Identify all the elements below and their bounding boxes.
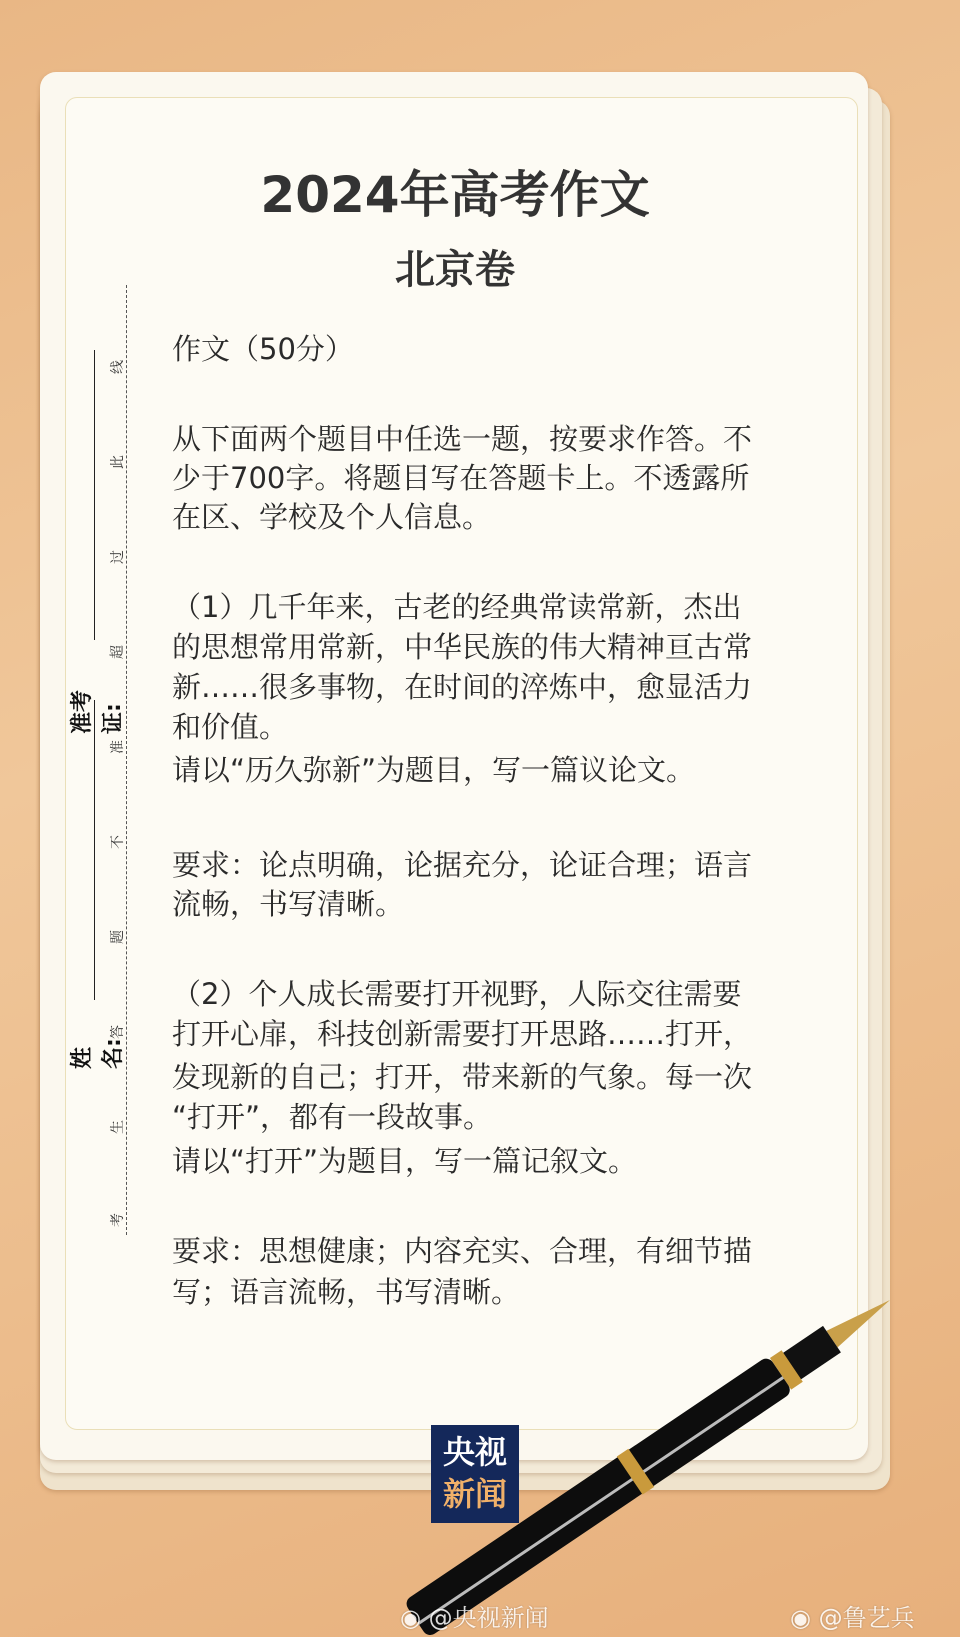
essay-line: （2）个人成长需要打开视野，人际交往需要 [172,977,742,1011]
logo-line1: 央视 [442,1433,507,1471]
pen-nib [826,1292,895,1348]
essay-line: “打开”，都有一段故事。 [172,1100,493,1134]
cctv-news-logo [431,1425,519,1523]
seal-char: 答 [110,1025,126,1039]
seal-char: 此 [110,455,126,469]
essay-line: 流畅，书写清晰。 [172,887,405,921]
essay-line: 作文（50分） [172,332,354,366]
page-title: 2024年高考作文 [260,166,650,224]
essay-line: 和价值。 [172,710,289,744]
essay-line: 从下面两个题目中任选一题，按要求作答。不 [172,422,753,456]
seal-char: 不 [110,835,126,849]
essay-line: 少于700字。将题目写在答题卡上。不透露所 [172,461,750,495]
essay-line: 请以“历久弥新”为题目，写一篇议论文。 [172,753,696,787]
seal-char: 过 [110,550,126,564]
seal-char: 准 [110,740,126,754]
watermark-cctv [400,1598,549,1633]
essay-line: 要求：思想健康；内容充实、合理，有细节描 [172,1234,753,1268]
essay-line: 请以“打开”为题目，写一篇记叙文。 [172,1144,638,1178]
exam-id-label: 准考证: [70,689,126,734]
weibo-icon: ◉ [400,1604,429,1632]
essay-line: 要求：论点明确，论据充分，论证合理；语言 [172,848,753,882]
page-subtitle: 北京卷 [395,247,515,293]
essay-line: 写；语言流畅，书写清晰。 [172,1275,521,1309]
seal-char: 线 [110,360,126,374]
watermark-text: @鲁艺兵 [818,1604,915,1632]
logo-line2: 新闻 [442,1475,507,1513]
name-label: 姓名: [70,1038,126,1069]
watermark-author [790,1598,915,1633]
seal-char: 超 [110,645,126,659]
watermark-text: @央视新闻 [428,1604,549,1632]
essay-line: 打开心扉，科技创新需要打开思路……打开， [172,1017,753,1051]
seal-char: 题 [110,930,126,944]
essay-line: 在区、学校及个人信息。 [172,500,492,534]
essay-line: 新……很多事物，在时间的淬炼中，愈显活力 [172,670,753,704]
essay-line: 发现新的自己；打开，带来新的气象。每一次 [172,1060,753,1094]
weibo-icon: ◉ [790,1604,819,1632]
essay-line: （1）几千年来，古老的经典常读常新，杰出 [172,590,742,624]
seal-char: 生 [110,1120,126,1134]
seal-char: 考 [110,1213,126,1227]
essay-line: 的思想常用常新，中华民族的伟大精神亘古常 [172,630,753,664]
